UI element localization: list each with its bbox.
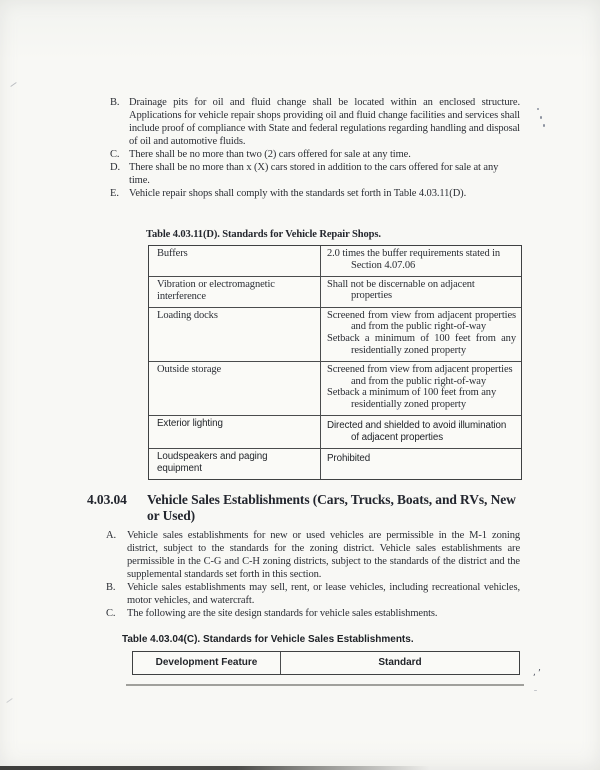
list-item-letter: D. [110, 162, 121, 173]
list-item [110, 148, 520, 161]
scan-speck [540, 116, 542, 119]
list-item [106, 529, 520, 581]
standard-cell [321, 449, 521, 479]
feature-cell: Vibration or electromagnetic interference [149, 277, 321, 307]
table-row [149, 307, 521, 361]
feature-cell: Loudspeakers and paging equipment [149, 449, 321, 479]
standard-line: Shall not be discernable on adjacent properties [327, 278, 475, 302]
scan-tick [6, 698, 12, 703]
list-item-text: Vehicle sales establishments for new or used vehicles are permissible in the M-1 zoning district, subject to the standards for the zoning district. Vehicle sales establishments are permissible in the C-G and C-H zoning districts, subject to the standards of the district and the supplemental standards set forth in this section. [127, 530, 520, 580]
standard-cell [321, 362, 521, 415]
list-item-text: There shall be no more than two (2) cars offered for sale at any time. [129, 149, 411, 160]
feature-cell: Buffers [149, 246, 321, 276]
table-row [149, 415, 521, 448]
list-item [106, 581, 520, 607]
feature-cell: Exterior lighting [149, 416, 321, 448]
standard-cell [321, 277, 521, 307]
standard-line: Setback a minimum of 100 feet from any residentially zoned property [327, 387, 497, 411]
section-heading [87, 492, 527, 524]
list-item-letter: E. [110, 188, 119, 199]
standard-cell [321, 416, 521, 448]
standard-line: Directed and shielded to avoid illumination of adjacent properties [327, 419, 507, 443]
section-title: Vehicle Sales Establishments (Cars, Trucks, Boats, and RVs, New or Used) [147, 492, 516, 523]
table-row [149, 361, 521, 415]
standard-cell [321, 308, 521, 361]
list-item-text: The following are the site design standards for vehicle sales establishments. [127, 608, 438, 619]
section-number: 4.03.04 [87, 492, 127, 507]
standard-line: Setback a minimum of 100 feet from any residentially zoned property [327, 333, 516, 356]
scan-speck [537, 108, 539, 110]
list-item-letter: B. [110, 97, 120, 108]
list-item-text: There shall be no more than x (X) cars stored in addition to the cars offered for sale at any time. [129, 162, 499, 186]
standard-cell [321, 246, 521, 276]
table-shadow-line [126, 684, 524, 686]
list-item-text: Vehicle sales establishments may sell, rent, or lease vehicles, including recreational vehicles, motor vehicles, and watercraft. [127, 582, 520, 606]
list-item-letter: C. [106, 608, 116, 619]
scan-mark: ,’ [532, 668, 542, 677]
list-item-letter: B. [106, 582, 116, 593]
list-item-text: Vehicle repair shops shall comply with the standards set forth in Table 4.03.11(D). [129, 188, 467, 199]
scan-tick [10, 82, 16, 87]
standard-line: 2.0 times the buffer requirements stated in Section 4.07.06 [327, 248, 501, 271]
table-repair-shops-caption: Table 4.03.11(D). Standards for Vehicle Repair Shops. [146, 229, 381, 240]
ordinance-list-top [110, 96, 520, 200]
table-header-row [133, 652, 519, 674]
table-row [149, 246, 521, 276]
table-row [149, 448, 521, 479]
table-sales-caption: Table 4.03.04(C). Standards for Vehicle Sales Establishments. [122, 634, 414, 645]
column-header-development-feature: Development Feature [133, 652, 281, 674]
list-item [110, 96, 520, 148]
list-item-letter: C. [110, 149, 120, 160]
standard-line: Screened from view from adjacent properties and from the public right-of-way [327, 363, 513, 387]
list-item [106, 607, 520, 620]
list-item [110, 187, 520, 200]
scan-speck [534, 690, 537, 691]
scan-speck [543, 124, 545, 127]
list-item [110, 161, 520, 187]
standard-line: Prohibited [327, 452, 371, 464]
scanner-edge-strip [0, 766, 430, 770]
table-sales-establishments [132, 651, 520, 675]
column-header-standard: Standard [378, 657, 422, 668]
table-row [149, 276, 521, 307]
standard-line: Screened from view from adjacent properties and from the public right-of-way [327, 309, 516, 333]
list-item-letter: A. [106, 530, 117, 541]
feature-cell: Loading docks [149, 308, 321, 361]
ordinance-list-bottom [106, 529, 520, 620]
table-repair-shops [148, 245, 522, 480]
feature-cell: Outside storage [149, 362, 321, 415]
list-item-text: Drainage pits for oil and fluid change shall be located within an enclosed structure. Applications for vehicle repair shops providing oil and fluid change facilities and services shall include proof of compliance with State and federal regulations regarding handling and disposal of oil and automotive fluids. [129, 97, 520, 147]
